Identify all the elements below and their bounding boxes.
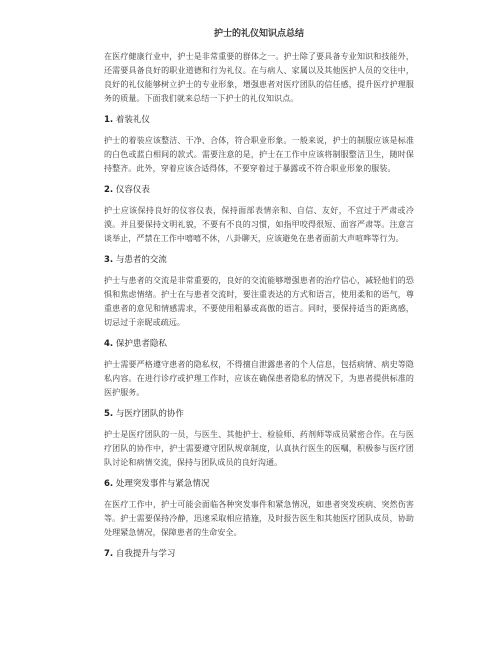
section-title: 自我提升与学习 bbox=[115, 549, 176, 559]
section-title: 与医疗团队的协作 bbox=[115, 409, 184, 419]
section-title: 保护患者隐私 bbox=[115, 339, 167, 349]
section-number: 5. bbox=[104, 409, 114, 419]
section-heading bbox=[104, 254, 414, 266]
section-7 bbox=[104, 548, 414, 560]
section-body: 护士需要严格遵守患者的隐私权，不得擅自泄露患者的个人信息，包括病情、病史等隐私内容。在进行诊疗或护理工作时，应该在确保患者隐私的情况下，为患者提供标准的医护服务。 bbox=[104, 360, 414, 397]
section-4 bbox=[104, 338, 414, 400]
section-number: 3. bbox=[104, 255, 114, 265]
section-number: 2. bbox=[104, 185, 114, 195]
document-title: 护士的礼仪知识点总结 bbox=[213, 29, 304, 39]
section-heading bbox=[104, 548, 414, 560]
section-heading bbox=[104, 184, 414, 196]
section-3 bbox=[104, 254, 414, 330]
section-body: 在医疗工作中，护士可能会面临各种突发事件和紧急情况，如患者突发疾病、突然伤害等。护士需要保持冷静，迅速采取相应措施，及时报告医生和其他医疗团队成员，协助处理紧急情况，保障患者的生命安全。 bbox=[104, 500, 414, 537]
section-2 bbox=[104, 184, 414, 246]
section-5 bbox=[104, 408, 414, 470]
section-body: 护士是医疗团队的一员，与医生、其他护士、检验师、药剂师等成员紧密合作。在与医疗团队的协作中，护士需要遵守团队规章制度，认真执行医生的医嘱，积极参与医疗团队讨论和病情交流，保持与团队成员的良好沟通。 bbox=[104, 430, 414, 467]
section-number: 1. bbox=[104, 115, 114, 125]
section-number: 6. bbox=[104, 479, 114, 489]
intro-paragraph: 在医疗健康行业中，护士是非常重要的群体之一。护士除了要具备专业知识和技能外，还需要具备良好的职业道德和行为礼仪。在与病人、家属以及其他医护人员的交往中，良好的礼仪能够树立护士的专业形象，增强患者对医疗团队的信任感，提升医疗护理服务的质量。下面我们就来总结一下护士的礼仪知识点。 bbox=[104, 52, 414, 103]
section-title: 仪容仪表 bbox=[115, 185, 150, 195]
section-number: 4. bbox=[104, 339, 114, 349]
section-heading bbox=[104, 478, 414, 490]
section-6 bbox=[104, 478, 414, 540]
section-heading bbox=[104, 114, 414, 126]
section-body: 护士的着装应该整洁、干净、合体，符合职业形象。一般来说，护士的制服应该是标准的白色或蓝白相间的款式。需要注意的是，护士在工作中应该将制服整洁卫生，随时保持整齐。此外，穿着应该合适得体，不要穿着过于暴露或不符合职业形象的服装。 bbox=[104, 136, 414, 173]
section-title: 与患者的交流 bbox=[115, 255, 167, 265]
section-1 bbox=[104, 114, 414, 176]
section-number: 7. bbox=[104, 549, 114, 559]
section-body: 护士应该保持良好的仪容仪表，保持面部表情亲和、自信、友好，不宜过于严肃或冷漠。并且要保持文明礼貌，不要有不良的习惯，如指甲咬得很短、面容严肃等。注意言谈举止，严禁在工作中嘻嘻不休，八卦聊天，应该避免在患者面前大声喧哗等行为。 bbox=[104, 206, 414, 243]
section-title: 着装礼仪 bbox=[115, 115, 150, 125]
section-heading bbox=[104, 408, 414, 420]
section-heading bbox=[104, 338, 414, 350]
section-title: 处理突发事件与紧急情况 bbox=[115, 479, 210, 489]
section-body: 护士与患者的交流是非常重要的，良好的交流能够增强患者的治疗信心，减轻他们的恐惧和焦虑情绪。护士在与患者交流时，要注重表达的方式和语言，使用柔和的语气，尊重患者的意见和情感需求，不要使用粗暴或高傲的语言。同时，要保持适当的距离感，切忌过于亲昵或疏远。 bbox=[104, 276, 414, 327]
